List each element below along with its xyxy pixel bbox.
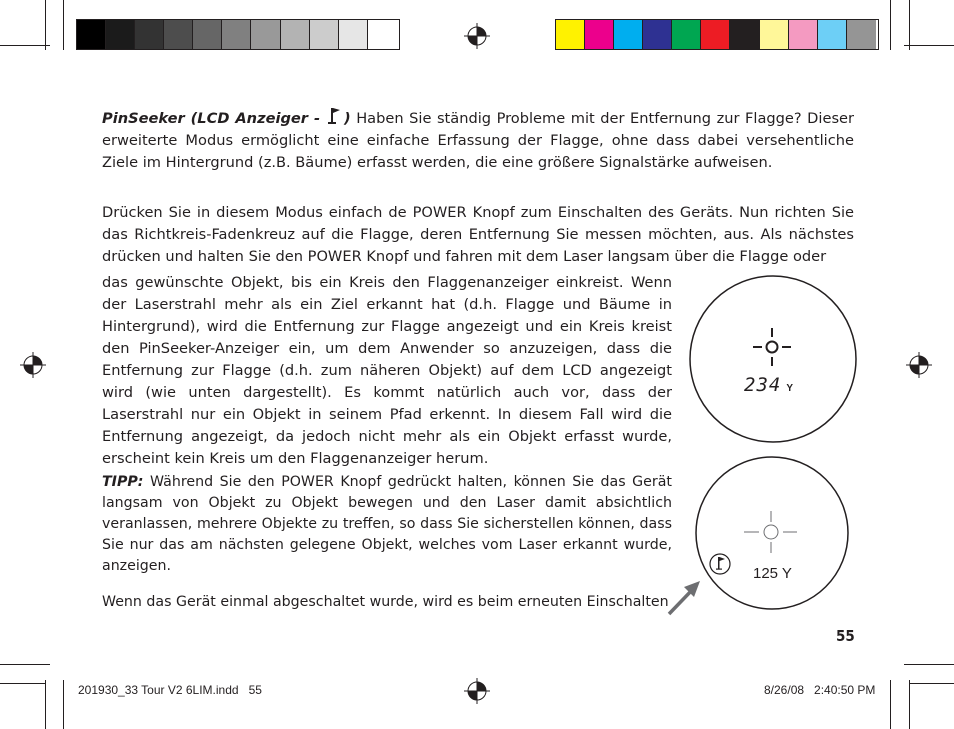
color-swatch [789,20,818,49]
tip-label: TIPP: [102,474,144,490]
color-swatch [164,20,193,49]
color-swatch [193,20,222,49]
pointer-arrow-icon [664,578,704,618]
pinseeker-heading: PinSeeker (LCD Anzeiger - [102,110,326,127]
crop-mark-top-right-h [904,45,954,46]
crop-mark-bottom-left-h2 [0,683,45,684]
paragraph-instructions-full [102,202,854,268]
color-swatch [310,20,339,49]
color-swatch [222,20,251,49]
color-swatch [585,20,614,49]
display2-reading: 125 Y [753,565,792,582]
grayscale-swatch-bar [76,19,400,50]
slug-timestamp: 8/26/08 2:40:50 PM [764,683,876,697]
display1-unit: Y [786,383,794,394]
lcd-display-frame-2 [692,456,858,610]
crop-mark-bottom-left-v [45,680,46,729]
color-swatch [251,20,280,49]
crop-mark-bottom-left-v2 [63,680,64,729]
crop-mark-bottom-left-h [0,664,50,665]
pinseeker-heading-close: ) [344,110,351,127]
paragraph-instructions-narrow [102,272,672,470]
crop-mark-top-left-v2 [63,0,64,50]
paragraph-pinseeker-intro [102,105,854,174]
slug-file-info: 201930_33 Tour V2 6LIM.indd 55 [78,683,262,697]
paragraph-last-line: Wenn das Gerät einmal abgeschaltet wurde, wird es beim erneuten Einschalten [102,594,669,610]
color-swatch [106,20,135,49]
color-swatch [701,20,730,49]
color-swatch [135,20,164,49]
flag-icon [328,105,342,125]
lcd-display-pinseeker [688,274,858,444]
reticle-icon [753,328,791,366]
page-number: 55 [836,627,855,645]
color-swatch [760,20,789,49]
registration-mark-bottom [464,678,490,704]
color-swatch [77,20,106,49]
color-swatch [614,20,643,49]
lcd-display-frame [688,274,858,444]
pinseeker-intro-text: Haben Sie ständig Probleme mit der Entfernung zur Flagge? Dieser erweiterte Modus ermöglicht eine einfache Erfassung der Flagge, ohne dass dabei versehentliche Ziele im Hintergrund (z.B. Bäume) erfasst werden, die eine größere Signalstärke aufweisen. [102,110,855,171]
tip-text: Während Sie den POWER Knopf gedrückt halten, können Sie das Gerät langsam von Objekt zu Objekt bewegen und den Laser damit absichtlich veranlassen, mehrere Objekte zu treffen, so dass Sie sicherstellen können, dass Sie nur das am nächsten gelegene Objekt, welches vom Laser erkannt wurde, anzeigen. [102,474,672,574]
color-swatch [339,20,368,49]
crop-mark-bottom-right-v2 [890,680,891,729]
instructions-text-full: Drücken Sie in diesem Modus einfach de POWER Knopf zum Einschalten des Geräts. Nun richten Sie das Richtkreis-Fadenkreuz auf die Flagge, deren Entfernung Sie messen möchten, aus. Als nächstes drücken und halten Sie den POWER Knopf und fahren mit dem Laser langsam über die Flagge oder [102,204,854,265]
color-swatch [643,20,672,49]
color-swatch-bar [555,19,879,50]
paragraph-tip [102,472,672,577]
color-swatch [847,20,876,49]
registration-mark-left [20,352,46,378]
color-swatch [556,20,585,49]
crop-mark-bottom-right-h [904,664,954,665]
color-swatch [368,20,397,49]
crop-mark-bottom-right-h2 [909,683,954,684]
crop-mark-top-right-v [909,0,910,50]
flag-circle-icon [710,554,730,574]
lcd-display-flag [692,456,858,610]
reticle-icon-light [744,511,797,553]
registration-mark-right [906,352,932,378]
crop-mark-top-right-v2 [890,0,891,50]
registration-mark-top [464,23,490,49]
crop-mark-bottom-right-v [909,680,910,729]
crop-mark-top-left-v [45,0,46,50]
crop-mark-top-left-h [0,45,50,46]
instructions-text-narrow: das gewünschte Objekt, bis ein Kreis den Flaggenanzeiger einkreist. Wenn der Laserstrahl mehr als ein Ziel erkannt hat (d.h. Flagge und Bäume in Hintergrund), wird die Entfernung zur Flagge angezeigt und ein Kreis kreist den PinSeeker-Anzeiger ein, um dem Anwender so anzuzeigen, dass die Entfernung zur Flagge (d.h. zum näheren Objekt) auf dem LCD angezeigt wird (wie unten dargestellt). Es kommt natürlich auch vor, dass der Laserstrahl nur ein Objekt in seinem Pfad erkennt. In diesem Fall wird die Entfernung angezeigt, da jedoch nicht mehr als ein Objekt erfasst wurde, erscheint kein Kreis um den Flaggenanzeiger herum. [102,274,672,467]
color-swatch [281,20,310,49]
color-swatch [818,20,847,49]
color-swatch [672,20,701,49]
display1-distance: 234 [744,374,782,396]
color-swatch [730,20,759,49]
